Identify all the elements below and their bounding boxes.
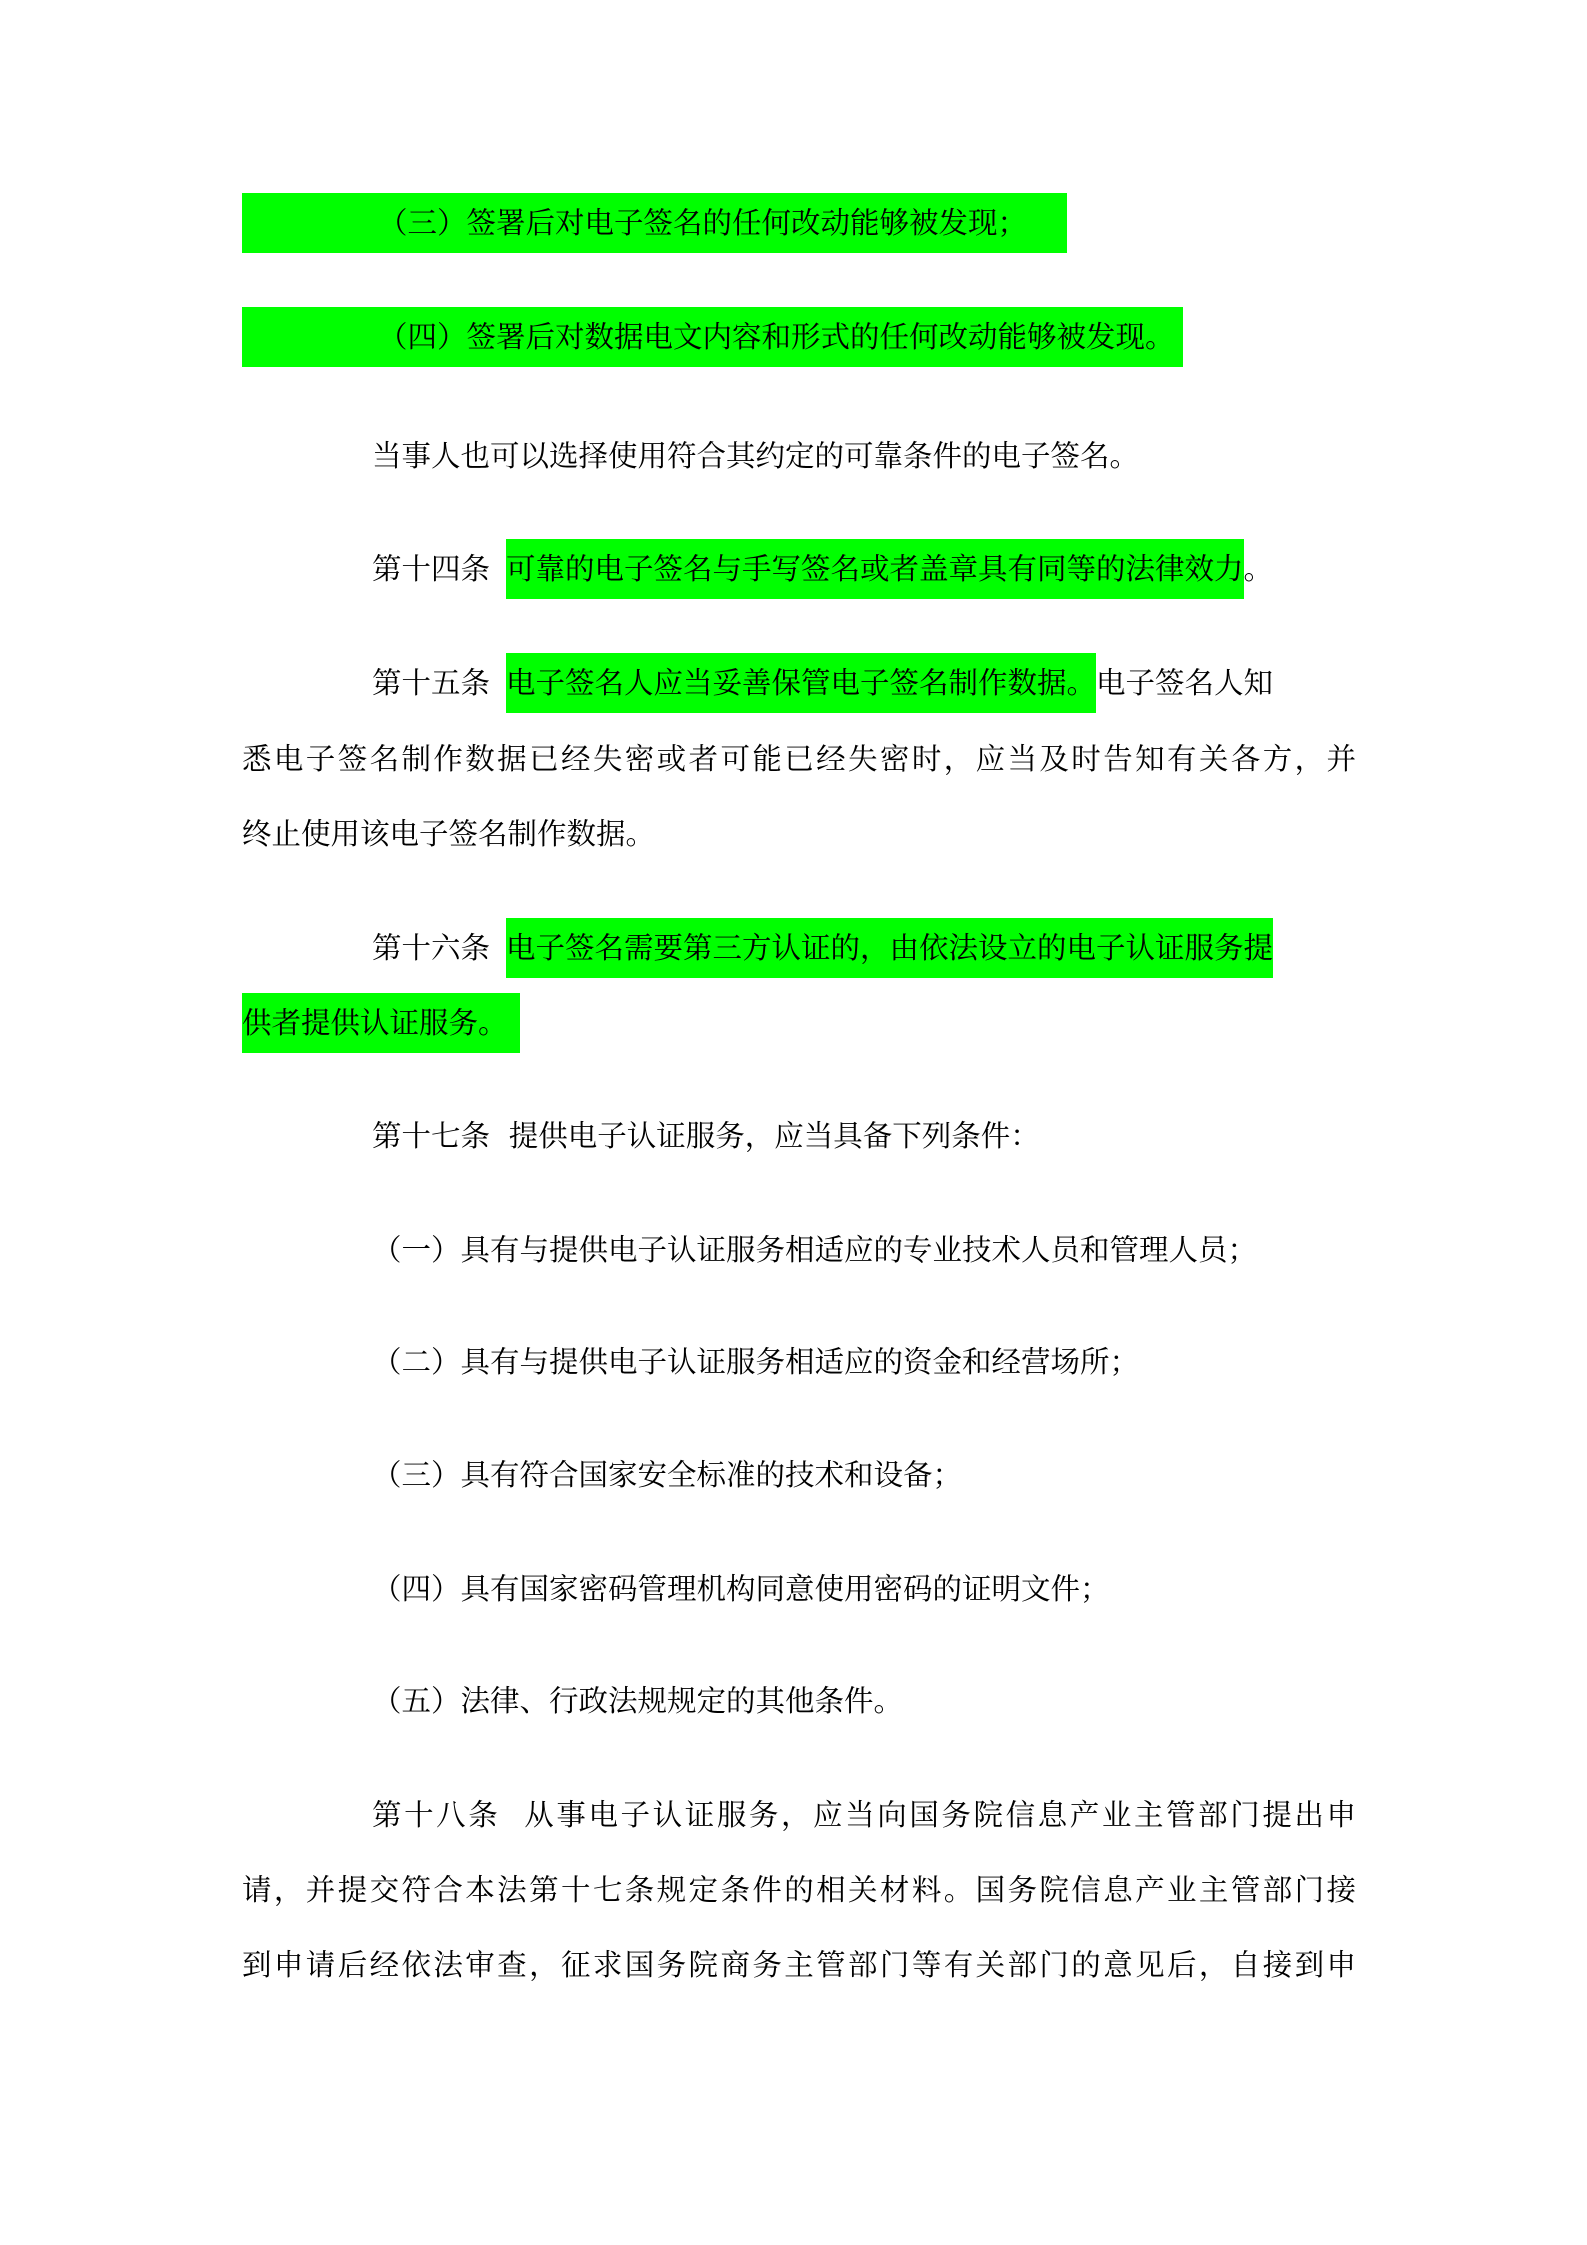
paragraph-item-4 xyxy=(242,307,1356,367)
condition-item-4: （四）具有国家密码管理机构同意使用密码的证明文件； xyxy=(372,1572,1110,1606)
condition-item-2: （二）具有与提供电子认证服务相适应的资金和经营场所； xyxy=(372,1345,1140,1379)
article-15-line-2: 悉电子签名制作数据已经失密或者可能已经失密时，应当及时告知有关各方，并 xyxy=(242,742,1356,776)
article-18: 第十八条 从事电子认证服务，应当向国务院信息产业主管部门提出申 xyxy=(372,1798,1356,1832)
paragraph-item-3 xyxy=(242,193,1356,253)
highlighted-text: 电子签名需要第三方认证的，由依法设立的电子认证服务提 xyxy=(506,918,1273,978)
highlighted-text: （三）签署后对电子签名的任何改动能够被发现； xyxy=(242,193,1067,253)
highlighted-text: 可靠的电子签名与手写签名或者盖章具有同等的法律效力 xyxy=(506,539,1244,599)
condition-item-3: （三）具有符合国家安全标准的技术和设备； xyxy=(372,1458,963,1492)
highlighted-text: （四）签署后对数据电文内容和形式的任何改动能够被发现。 xyxy=(242,307,1183,367)
highlighted-text: 电子签名人应当妥善保管电子签名制作数据。 xyxy=(506,653,1096,713)
article-14 xyxy=(242,539,1356,599)
article-15-line-3: 终止使用该电子签名制作数据。 xyxy=(242,817,656,851)
article-17: 第十七条 提供电子认证服务，应当具备下列条件： xyxy=(372,1119,1040,1153)
article-15 xyxy=(242,653,1356,713)
article-label: 第十四条 xyxy=(372,552,491,586)
highlighted-text: 供者提供认证服务。 xyxy=(242,993,520,1053)
article-18-line-3: 到申请后经依法审查，征求国务院商务主管部门等有关部门的意见后，自接到申 xyxy=(242,1948,1356,1982)
article-label: 第十五条 xyxy=(372,666,491,700)
paragraph-text: 当事人也可以选择使用符合其约定的可靠条件的电子签名。 xyxy=(372,439,1140,473)
condition-item-1: （一）具有与提供电子认证服务相适应的专业技术人员和管理人员； xyxy=(372,1233,1258,1267)
article-tail: 。 xyxy=(1243,552,1274,586)
article-16-line-2 xyxy=(242,993,1356,1053)
article-tail: 电子签名人知 xyxy=(1096,666,1274,700)
condition-item-5: （五）法律、行政法规规定的其他条件。 xyxy=(372,1684,904,1718)
article-18-line-2: 请，并提交符合本法第十七条规定条件的相关材料。国务院信息产业主管部门接 xyxy=(242,1873,1356,1907)
article-label: 第十六条 xyxy=(372,931,491,965)
article-16 xyxy=(242,918,1356,978)
